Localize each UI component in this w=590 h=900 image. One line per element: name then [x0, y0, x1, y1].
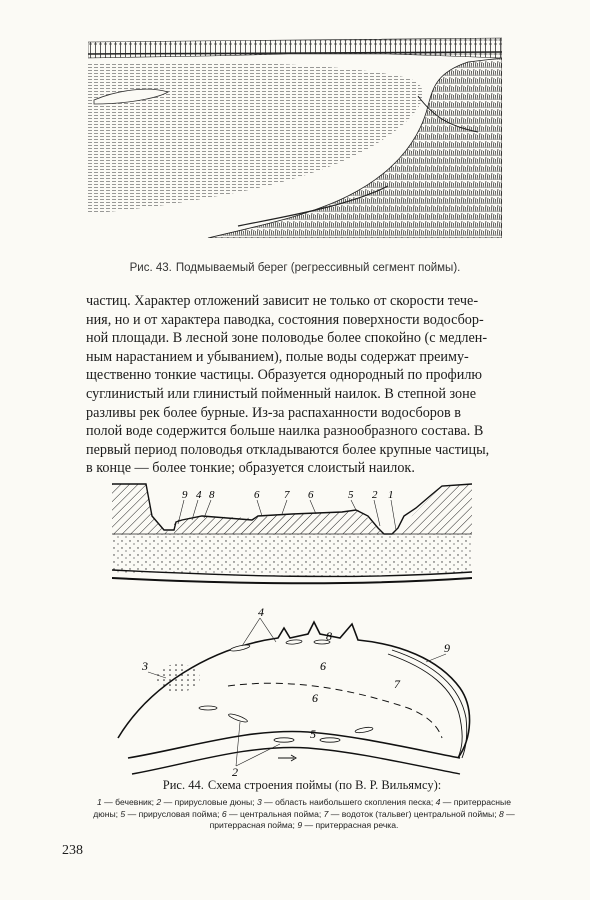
plan-label: 6 [312, 691, 318, 705]
legend-item: 6 — центральная пойма; [221, 808, 322, 819]
plan-label: 3 [142, 659, 148, 673]
body-line: ной площади. В лесной зоне половодье более спокойно (с медлен- [86, 330, 488, 347]
figure-43-illustration [88, 36, 502, 238]
figure-43-number: Рис. 43. [129, 262, 172, 274]
body-line: щественно тонкие частицы. Образуется однородный по профилю [86, 367, 483, 384]
floodplain-plan-diagram [108, 598, 488, 782]
legend-item: 8 — притеррасная пойма; [209, 808, 515, 830]
body-line: в конце — более тонкие; образуется слоистый наилок. [86, 460, 415, 477]
plan-label: 8 [326, 629, 332, 643]
plan-label: 6 [320, 659, 326, 673]
figure-44-caption [86, 778, 518, 793]
plan-label: 7 [394, 677, 400, 691]
body-line: суглинистый или глинистый пойменный наилок. В степной зоне [86, 385, 477, 402]
profile-label: 6 [254, 489, 260, 501]
legend-item: 9 — притеррасная речка. [297, 820, 399, 830]
legend-item: 3 — область наибольшего скопления песка; [256, 797, 434, 807]
figure-43-caption [0, 262, 590, 274]
plan-label: 9 [444, 641, 450, 655]
profile-label: 2 [372, 489, 378, 501]
profile-label: 1 [388, 489, 394, 501]
legend-item: 1 — бечевник; [97, 797, 155, 807]
legend-item: 2 — прирусловые дюны; [156, 797, 255, 807]
plan-label: 4 [258, 605, 264, 619]
figure-43-caption-text: Подмываемый берег (регрессивный сегмент поймы). [175, 262, 461, 274]
body-line: ным нарастанием и убыванием), полые воды содержат преиму- [86, 348, 469, 365]
profile-label: 5 [348, 489, 354, 501]
profile-label: 4 [196, 489, 202, 501]
figure-44-legend [86, 797, 522, 832]
legend-item: 7 — водоток (тальвег) центральной поймы; [323, 808, 497, 819]
floodplain-profile-diagram [112, 476, 472, 588]
legend-item: 4 — притеррасные дюны; [93, 797, 511, 819]
body-line: первый период половодья откладываются более крупные частицы, [86, 441, 490, 458]
page-number: 238 [62, 843, 83, 858]
legend-item: 5 — прирусловая пойма; [120, 808, 220, 819]
body-line: частиц. Характер отложений зависит не только от скорости тече- [86, 293, 479, 309]
figure-44-number: Рис. 44. [162, 778, 204, 792]
profile-label: 7 [284, 489, 290, 501]
body-text [86, 292, 518, 478]
plan-label: 2 [232, 765, 238, 779]
plan-label: 5 [310, 727, 316, 741]
profile-label: 6 [308, 489, 314, 501]
body-line: полой воде содержится больше наилка разнообразного состава. В [86, 423, 484, 440]
profile-label: 9 [182, 489, 188, 501]
figure-44-caption-text: Схема строения поймы (по В. Р. Вильямсу): [207, 778, 442, 792]
profile-label: 8 [209, 489, 215, 501]
body-line: ния, но и от характера паводка, состояния поверхности водосбор- [86, 311, 484, 328]
body-line: разливы рек более бурные. Из-за распаханности водосборов в [86, 404, 461, 421]
